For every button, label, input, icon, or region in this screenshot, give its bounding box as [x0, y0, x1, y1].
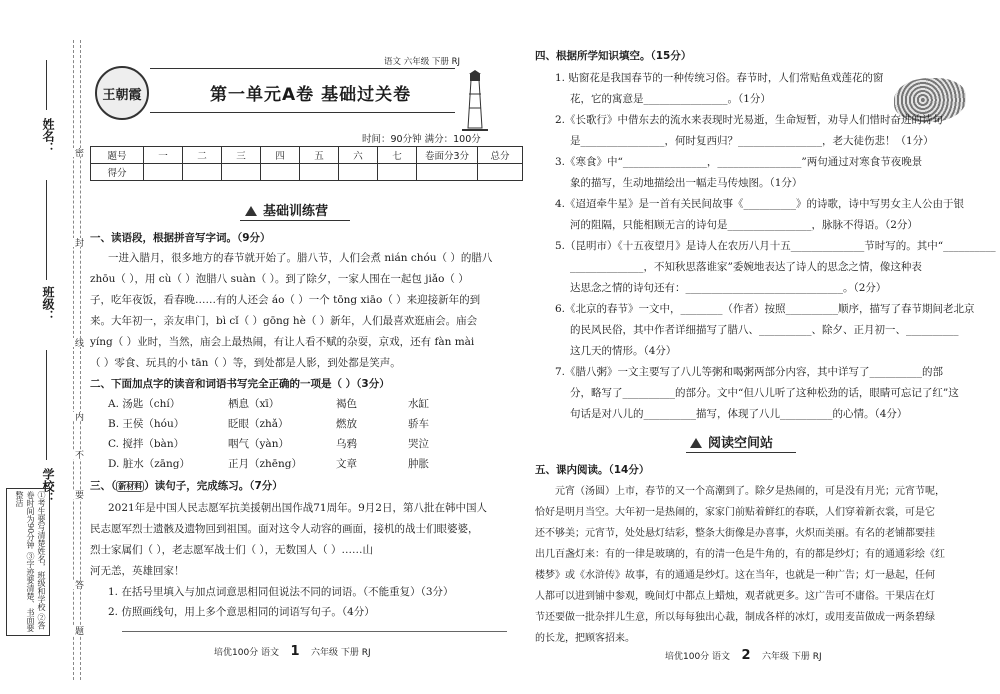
seal-char: 内: [73, 412, 83, 421]
q4-line: 花，它的寓意是________________。（1分）: [570, 93, 771, 105]
q3-line: 2021年是中国人民志愿军抗美援朝出国作战71周年。9月2日，第八批在韩中国人: [108, 502, 487, 514]
header-rule-bottom: [150, 112, 455, 113]
q2-word: 眨眼（zhǎ）: [228, 418, 289, 430]
score-input-cell[interactable]: [222, 164, 261, 181]
score-input-cell[interactable]: [300, 164, 339, 181]
time-info: 时间：90分钟 满分：100分: [362, 134, 481, 145]
q3-title: 三、（ 新材料 ）读句子，完成练习。（7分）: [90, 480, 283, 492]
q4-line: 是________________，何时复西归？________________，老大徒伤悲！（1分）: [570, 135, 934, 147]
score-cell: 二: [183, 147, 222, 164]
q2-title: 二、下面加点字的读音和词语书写完全正确的一项是（ ）（3分）: [90, 378, 390, 390]
reading-line: 元宵（汤圆）上市，春节的又一个高潮到了。除夕是热闹的，可是没有月光；元宵节呢，: [555, 486, 945, 497]
q2-word: 正月（zhēng）: [228, 458, 302, 470]
score-cell: 六: [339, 147, 378, 164]
new-material-tag: 新材料: [118, 482, 143, 491]
score-cell: 一: [144, 147, 183, 164]
page-title: 第一单元A卷 基础过关卷: [210, 85, 412, 105]
reading-line: 的长龙，把顾客招来。: [535, 633, 635, 644]
lighthouse-icon: [462, 70, 488, 132]
exam-notice-box: ①考生要写清楚姓名，班级和学校 ②答卷时间为90分钟 ③字迹要清楚、书面要整洁: [6, 488, 50, 636]
score-input-cell[interactable]: [417, 164, 478, 181]
q4-line: 象的描写，生动地描绘出一幅走马传烛图。（1分）: [570, 177, 803, 189]
q2-word: 燃放: [336, 418, 357, 430]
answer-line[interactable]: [122, 631, 507, 632]
score-input-cell[interactable]: [261, 164, 300, 181]
score-cell: 三: [222, 147, 261, 164]
seal-char: 要: [73, 490, 83, 499]
score-input-cell[interactable]: [183, 164, 222, 181]
school-label: 学校：: [41, 468, 55, 504]
footer-grade: 六年级 下册 RJ: [762, 652, 822, 662]
q2-option-d: D. 脏水（zāng）: [108, 458, 190, 470]
reading-line: 节还要做一批杂拌儿生意，所以每每独出心裁，制成各样的冰灯，或用麦苗做成一两条碧绿: [535, 612, 935, 623]
footer-right-page: [665, 648, 822, 663]
q4-line: 这几天的情形。（4分）: [570, 345, 677, 357]
q4-line: 5.（昆明市）《十五夜望月》是诗人在农历八月十五______________节时写的。其中“__________: [555, 240, 996, 252]
q4-line: ______________，不知秋思落谁家”委婉地表达了诗人的思念之情，像这种表: [570, 261, 922, 273]
banner-underline: [686, 452, 796, 453]
q2-word: 骄车: [408, 418, 429, 430]
score-cell: 得分: [91, 164, 144, 181]
footer-grade: 六年级 下册 RJ: [311, 648, 371, 658]
reading-line: 恰好是明月当空。大年初一是热闹的，家家门前贴着鲜红的春联，人们穿着新衣裳，可是它: [535, 507, 935, 518]
score-cell: 题号: [91, 147, 144, 164]
publisher-logo: 王朝霞: [95, 66, 149, 120]
q2-word: 水缸: [408, 398, 429, 410]
q1-line: 一进入腊月，很多地方的春节就开始了。腊八节，人们会煮 nián chóu（ ）的腊八: [108, 252, 493, 264]
q2-option-a: A. 汤匙（chí）: [108, 398, 181, 410]
seal-char: 封: [73, 238, 83, 247]
q2-option-c: C. 搅拌（bàn）: [108, 438, 185, 450]
q2-word: 肿胀: [408, 458, 429, 470]
q2-word: 哭泣: [408, 438, 429, 450]
score-input-cell[interactable]: [339, 164, 378, 181]
page-number: 1: [290, 644, 300, 659]
seal-char: 线: [73, 338, 83, 347]
score-cell: 七: [378, 147, 417, 164]
boat-icon: [690, 438, 702, 448]
q2-option-b: B. 王侯（hóu）: [108, 418, 185, 430]
q4-line: 2.《长歌行》中借东去的流水来表现时光易逝，生命短暂，劝导人们惜时奋进的诗句: [555, 114, 944, 126]
q1-line: （ ）零食、玩具的小 tān（ ）等，到处都是人影，到处都是笑声。: [90, 357, 401, 369]
q3-title-text: 读句子，完成练习。（7分）: [154, 480, 283, 492]
q4-line: 4.《迢迢牵牛星》是一首有关民间故事《__________》的诗歌，诗中写男女主人公由于银: [555, 198, 965, 210]
header-rule: [150, 68, 455, 69]
seal-char: 题: [73, 626, 83, 635]
q2-word: 咽气（yàn）: [228, 438, 289, 450]
q4-title: 四、根据所学知识填空。（15分）: [535, 50, 692, 62]
q4-line: 句话是对八儿的__________描写，体现了八儿__________的心情。（4分）: [570, 408, 908, 420]
q4-line: 的民风民俗，其中作者详细描写了腊八、__________、除夕、正月初一、__________: [570, 324, 959, 336]
section-banner-reading: [690, 432, 773, 451]
q3-line: 民志愿军烈士遗骸及遗物回到祖国。面对这令人动容的画面，接机的战士们眼婆婆，: [90, 523, 479, 535]
q1-line: 来。大年初一，亲友串门，bì cǐ（ ）gōng hè（ ）新年，人们最喜欢逛庙会。庙会: [90, 315, 478, 327]
q2-word: 乌鸦: [336, 438, 357, 450]
footer-book: 培优100分 语文: [665, 652, 731, 662]
score-input-cell[interactable]: [144, 164, 183, 181]
q3-sub1: 1. 在括号里填入与加点词意思相同但说法不同的词语。（不能重复）（3分）: [108, 586, 454, 598]
q3-prefix: 三、（: [90, 480, 117, 492]
reading-line: 人都可以进到铺中参观，晚间灯中都点上蜡烛，观者就更多。这广告可不庸俗。干果店在灯: [535, 591, 935, 602]
score-input-cell[interactable]: [478, 164, 523, 181]
book-info: 语文 六年级 下册 RJ: [384, 57, 461, 67]
q3-sub2: 2. 仿照画线句，用上多个意思相同的词语写句子。（4分）: [108, 606, 375, 618]
score-cell: 总分: [478, 147, 523, 164]
score-input-cell[interactable]: [378, 164, 417, 181]
name-line: [46, 60, 47, 110]
q4-line: 河的阻隔，只能相顾无言的诗句是________________，脉脉不得语。（2分）: [570, 219, 918, 231]
footer-left-page: [214, 644, 371, 659]
seal-char: 答: [73, 580, 83, 589]
boat-icon: [245, 206, 257, 216]
reading-line: 楼梦》或《水浒传》故事，有的通通是纱灯。这在当年，也就是一种广告；灯一悬起，任何: [535, 570, 935, 581]
q1-title: 一、读语段，根据拼音写字词。（9分）: [90, 232, 271, 244]
class-label: 班级：: [41, 286, 55, 322]
class-line: [46, 180, 47, 280]
q4-line: 7.《腊八粥》一文主要写了八儿等粥和喝粥两部分内容，其中详写了__________的部: [555, 366, 944, 378]
q4-line: 3.《寒食》中“________________，________________”两句通过对寒食节夜晚景: [555, 156, 923, 168]
page-number: 2: [741, 648, 751, 663]
q2-word: 文章: [336, 458, 357, 470]
banner-underline: [240, 220, 350, 221]
q2-word: 栖息（xī）: [228, 398, 280, 410]
score-cell: 卷面分3分: [417, 147, 478, 164]
q3-line: 烈士家属们（ ），老志愿军战士们（ ），无数国人（ ）……山: [90, 544, 374, 556]
score-cell: 四: [261, 147, 300, 164]
score-cell: 五: [300, 147, 339, 164]
reading-line: 还不够美；元宵节，处处悬灯结彩，整条大街像是办喜事，火炽而美丽。有名的老铺都要挂: [535, 528, 935, 539]
seal-char: 密: [73, 148, 83, 157]
q2-word: 褐色: [336, 398, 357, 410]
q4-line: 1. 贴窗花是我国春节的一种传统习俗。春节时，人们常贴鱼戏莲花的窗: [555, 72, 884, 84]
school-line: [46, 350, 47, 460]
q4-line: 分，略写了__________的部分。文中“但八儿听了这种松劲的话，眼睛可忘记了红”这: [570, 387, 959, 399]
footer-book: 培优100分 语文: [214, 648, 280, 658]
q1-line: 子，吃年夜饭，看春晚……有的人还会 áo（ ）一个 tōng xiāo（ ）来迎接新年的到: [90, 294, 481, 306]
banner-label: 基础训练营: [263, 204, 329, 219]
q3-line: 河无恙，英雄回家！: [90, 565, 185, 577]
banner-label: 阅读空间站: [708, 436, 774, 451]
section-banner-basic: [245, 200, 328, 219]
name-label: 姓名：: [41, 118, 55, 154]
q1-line: zhōu（ ），用 cù（ ）泡腊八 suàn（ ）。到了除夕，一家人围在一起包 jiǎo（ ）: [90, 273, 469, 285]
q1-line: yíng（ ）业时，当然，庙会上最热闹，有让人看不赋的杂耍，京戏，还有 fàn mài: [90, 336, 475, 348]
q5-title: 五、课内阅读。（14分）: [535, 464, 650, 476]
q4-line: 达思念之情的诗句还有：______________________________。（2分）: [570, 282, 887, 294]
score-table: [90, 146, 523, 181]
seal-char: 不: [73, 450, 83, 459]
q4-line: 6.《北京的春节》一文中，________（作者）按照__________顺序，描写了春节期间老北京: [555, 303, 975, 315]
reading-line: 出几百盏灯来：有的一律是玻璃的，有的清一色是牛角的，有的都是纱灯；有的通通彩绘《红: [535, 549, 945, 560]
